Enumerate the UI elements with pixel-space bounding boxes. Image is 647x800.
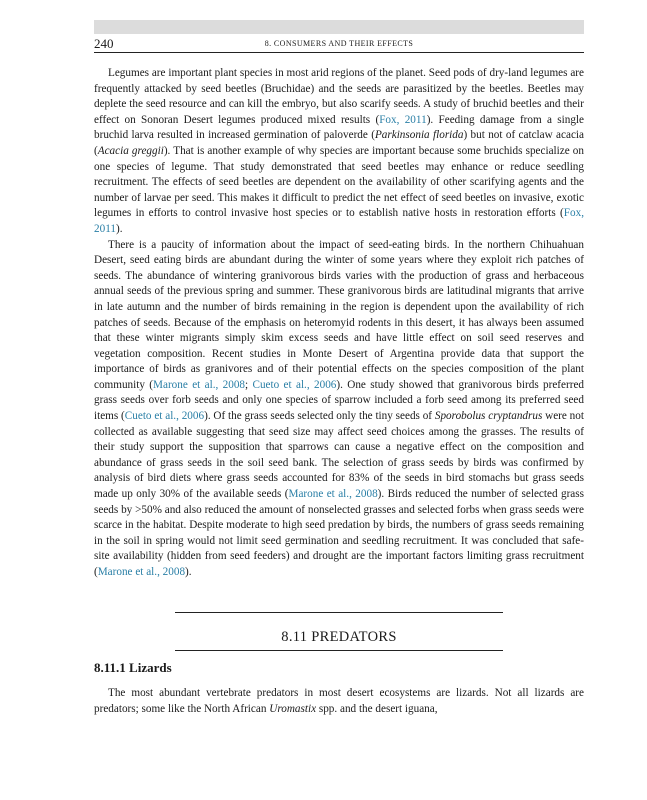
paragraph-birds — [94, 238, 584, 581]
running-head: 8. CONSUMERS AND THEIR EFFECTS — [264, 39, 414, 48]
text-run: ). Feeding damage from a single bruchid larva resulted in increased germination of paloverde ( — [94, 113, 585, 142]
text-run: were not collected as available suggesting that seed size may affect seed choices among the grasses. The results of their study support the supposition that sparrows can cause a negative effect on the composition and abundance of grass seeds in the soil seed bank. The selection of grass seeds by birds was confirmed by analysis of bird diets where grass seeds accounted for 83% of the seeds in bird stomachs but grass seeds made up only 30% of the available seeds ( — [94, 410, 584, 501]
text-run: spp. and the desert iguana, — [316, 702, 438, 715]
citation-link[interactable]: Marone et al., 2008 — [288, 488, 378, 501]
citation-link[interactable]: Fox, 2011 — [94, 207, 584, 235]
text-run: Legumes are important plant species in most arid regions of the planet. Seed pods of dry-land legumes are frequently attacked by seed beetles (Bruchidae) and the seeds are parasitized by the beetles. Beetles may deplete the seed resource and can kill the embryo, but also scarify seeds. A study of bruchid beetles and their effect on Sonoran Desert legumes produced mixed results ( — [94, 67, 584, 126]
text-run: ) but not of catclaw acacia ( — [94, 129, 584, 157]
body-text — [94, 66, 584, 581]
page-header — [94, 36, 584, 53]
text-run: The most abundant vertebrate predators in most desert ecosystems are lizards. Not all lizards are predators; some like the North African — [94, 687, 584, 715]
text-run: ). — [115, 222, 123, 235]
paragraph-legumes — [94, 66, 584, 238]
subsection-title: 8.11.1 Lizards — [94, 660, 172, 675]
citation-link[interactable]: Fox, 2011 — [379, 113, 427, 126]
section-title: 8.11 PREDATORS — [281, 629, 397, 645]
paragraph-lizards — [94, 686, 584, 717]
citation-link[interactable]: Marone et al., 2008 — [153, 378, 246, 391]
species-name: Sporobolus cryptandrus — [434, 410, 543, 423]
citation-link[interactable]: Marone et al., 2008 — [97, 566, 186, 578]
text-run: ; — [245, 378, 253, 391]
citation-link[interactable]: Cueto et al., 2006 — [124, 410, 205, 423]
page-number: 240 — [94, 36, 114, 51]
text-run: There is a paucity of information about the impact of seed-eating birds. In the northern Chihuahuan Desert, seed eating birds are abundant during the winter of some years where they exploit rich patches of seeds. The abundance of wintering granivorous birds varies with the production of grass and herbaceous annual seeds of the previous spring and summer. These granivorous birds are latitudinal migrants that arrive in late autumn and the number of birds remaining in the region is dependent upon the availability of rich patches of seeds. Because of the emphasis on heteromyid rodents in this desert, it has always been assumed that these winter migrants simply skim excess seeds and have little effect on soil seed reserves and vegetation composition. Recent studies in Monte Desert of Argentina provide data that support the importance of birds as granivores and of their potential effects on the species composition of the plant community ( — [94, 238, 584, 391]
text-run: ). — [185, 566, 192, 578]
section-rule-bottom — [175, 650, 503, 651]
text-run: ). Of the grass seeds selected only the tiny seeds of — [204, 410, 435, 423]
text-run: ). That is another example of why species are important because some bruchids specialize on one species of legume. That study demonstrated that seed beetles may enhance or reduce seedling recruitment. The effects of seed beetles are dependent on the availability of other scarifying agents and the number of larvae per seed. This makes it difficult to predict the net effect of seed beetles on invasive, exotic legumes in efforts to control invasive host species or to establish native hosts in restoration efforts ( — [94, 144, 584, 220]
text-run: ). Birds reduced the number of selected grass seeds by >50% and also reduced the amount of nonselected grasses and selected forbs when grass seeds were scarce in the habitat. Despite moderate to high seed predation by birds, the numbers of grass seeds remaining in the soil in spring would not limit seed germination and seedling recruitment. It was concluded that safe-site availability (hidden from seed feeders) and drought are the important factors limiting grass recruitment ( — [94, 488, 584, 578]
species-name: Parkinsonia florida — [374, 129, 464, 142]
citation-link[interactable]: Cueto et al., 2006 — [252, 378, 337, 391]
species-name: Uromastix — [269, 702, 317, 715]
top-band — [94, 20, 584, 34]
species-name: Acacia greggii — [97, 144, 164, 157]
text-run: ). One study showed that granivorous birds preferred grass seeds over forb seeds and only one species of sparrow included a forb seed among its preferred seed items ( — [94, 378, 585, 423]
section-rule-top — [175, 612, 503, 613]
body-text-lizards — [94, 686, 584, 717]
